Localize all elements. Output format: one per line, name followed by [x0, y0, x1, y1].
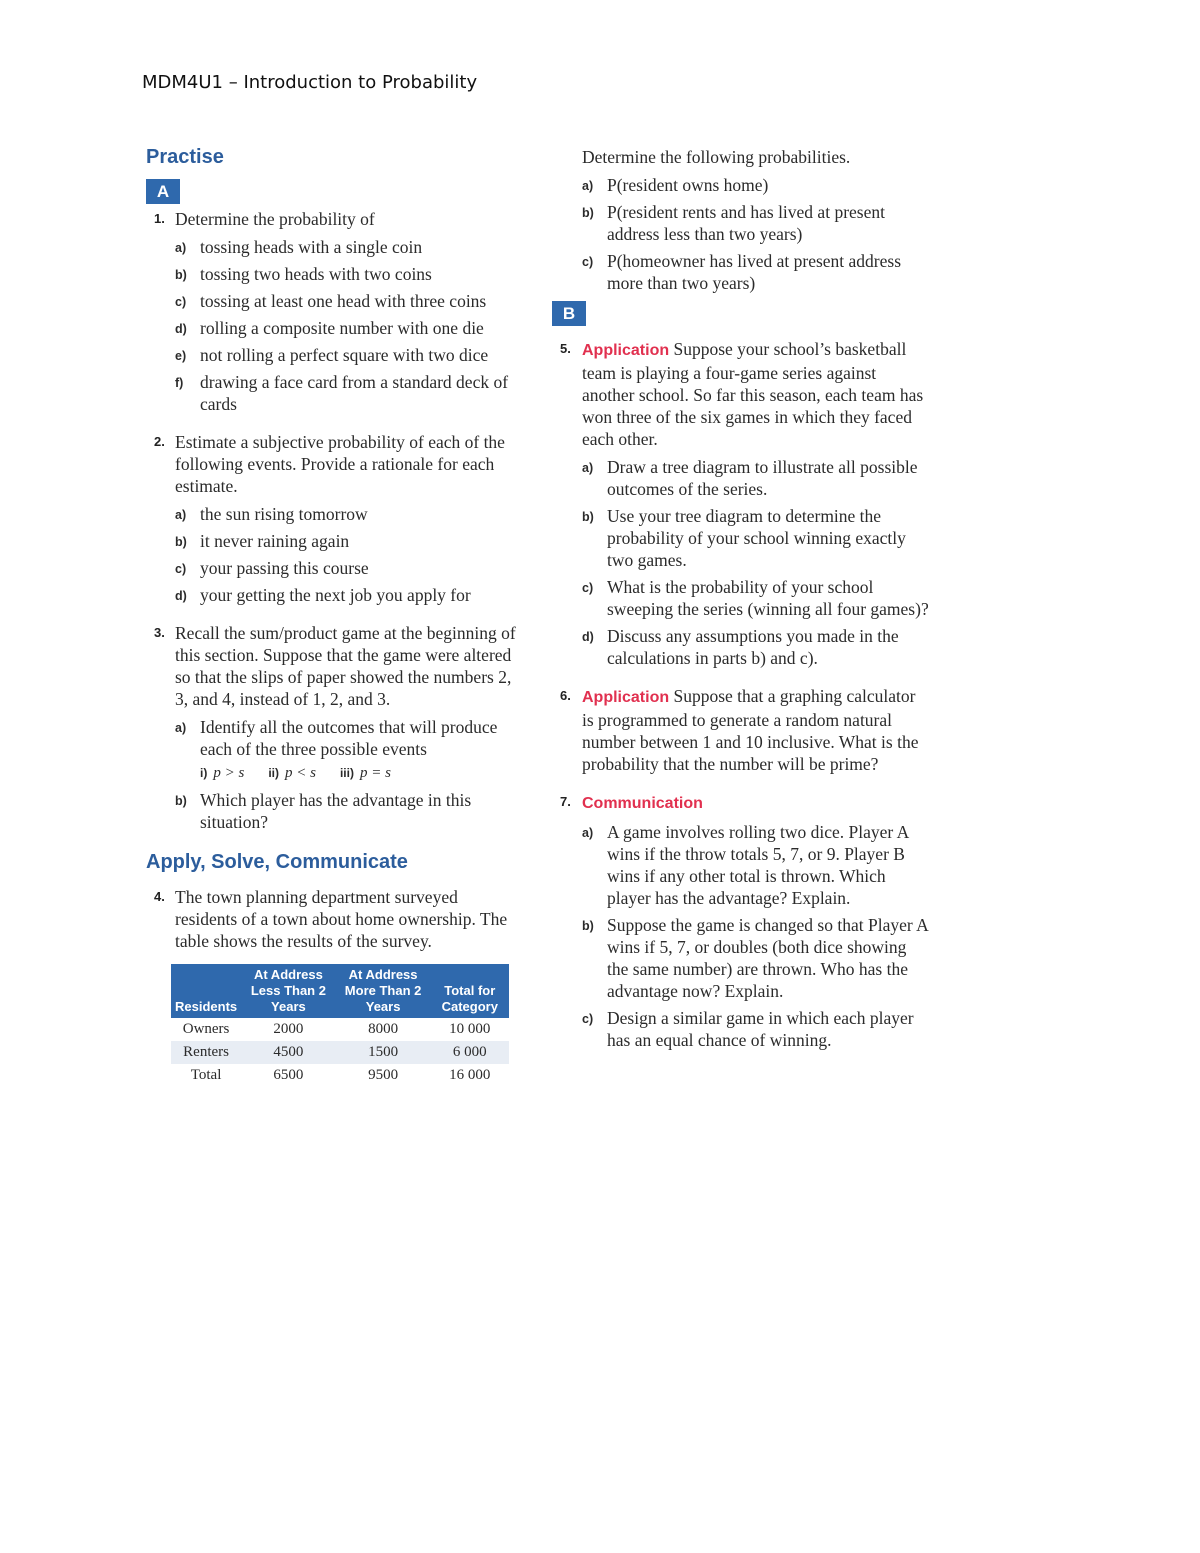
part-text: Use your tree diagram to determine the probability of your school winning exactly two games. [607, 506, 906, 570]
part-label: b) [582, 510, 594, 524]
part-text: tossing at least one head with three coins [200, 291, 487, 311]
part-label: d) [175, 322, 187, 336]
part-label: f) [175, 376, 184, 390]
subpart-text: p > s [213, 765, 245, 781]
question-number: 3. [154, 625, 165, 640]
question-part [175, 236, 516, 258]
question-part [582, 1007, 930, 1051]
question-part [175, 344, 516, 366]
table-cell: 4500 [241, 1041, 336, 1064]
part-text: Draw a tree diagram to illustrate all possible outcomes of the series. [607, 457, 918, 499]
table-cell: 8000 [336, 1018, 431, 1041]
level-a-badge: A [146, 179, 180, 204]
question-part [582, 576, 930, 620]
question-6 [560, 685, 930, 775]
part-label: b) [175, 794, 187, 808]
part-text: What is the probability of your school sweeping the series (winning all four games)? [607, 577, 929, 619]
part-label: b) [582, 919, 594, 933]
practise-heading: Practise [146, 146, 224, 168]
question-number: 7. [560, 794, 571, 809]
part-label: b) [175, 268, 187, 282]
subpart-label: ii) [268, 766, 279, 780]
question-text: Determine the probability of [175, 209, 375, 229]
part-text: A game involves rolling two dice. Player A wins if the throw totals 5, 7, or 9. Player B wins if any other total is thrown. Which player has the advantage? Explain. [607, 822, 909, 908]
left-column [146, 146, 516, 1087]
part-label: c) [582, 581, 594, 595]
table-row [171, 1018, 509, 1041]
question-parts [175, 236, 516, 415]
question-number: 6. [560, 688, 571, 703]
question-3 [146, 622, 516, 833]
question-2 [146, 431, 516, 606]
question-parts [582, 174, 930, 294]
part-label: c) [582, 1012, 594, 1026]
subpart [200, 762, 244, 784]
table-cell: 16 000 [431, 1064, 509, 1087]
question-text [582, 685, 930, 775]
question-body: Suppose your school’s basketball team is playing a four-game series against another school. So far this season, each team has won three of the six games in which they faced each other. [582, 339, 924, 449]
table-header: At Address More Than 2 Years [344, 967, 422, 1014]
part-label: c) [582, 255, 594, 269]
subpart-text: p < s [284, 765, 316, 781]
part-label: a) [582, 461, 594, 475]
part-text: P(resident owns home) [607, 175, 769, 195]
question-part [582, 250, 930, 294]
question-number: 5. [560, 341, 571, 356]
question-part [175, 371, 516, 415]
table-cell: 6500 [241, 1064, 336, 1087]
subpart-text: p = s [359, 765, 391, 781]
question-part [582, 625, 930, 669]
question-part [582, 821, 930, 909]
table-header-row [171, 964, 509, 1018]
question-text: The town planning department surveyed residents of a town about home ownership. The table shows the results of the survey. [175, 887, 508, 951]
table-cell: Owners [171, 1018, 241, 1041]
part-label: e) [175, 349, 187, 363]
subpart [340, 762, 391, 784]
question-4-continued [560, 146, 930, 294]
question-number: 2. [154, 434, 165, 449]
part-text: drawing a face card from a standard deck of cards [200, 372, 509, 414]
question-text [582, 338, 930, 450]
part-label: d) [175, 589, 187, 603]
question-part [175, 317, 516, 339]
question-part [175, 557, 516, 579]
question-part [175, 503, 516, 525]
part-text: Identify all the outcomes that will produce each of the three possible events [200, 717, 498, 759]
question-body: Suppose that a graphing calculator is programmed to generate a random natural number between 1 and 10 inclusive. What is the probability that the number will be prime? [582, 686, 919, 774]
part-text: your getting the next job you apply for [200, 585, 471, 605]
subpart [268, 762, 316, 784]
part-text: the sun rising tomorrow [200, 504, 368, 524]
part-label: a) [582, 826, 594, 840]
question-part [582, 201, 930, 245]
table-row [171, 1064, 509, 1087]
subpart-label: i) [200, 766, 208, 780]
part-text: Discuss any assumptions you made in the calculations in parts b) and c). [607, 626, 899, 668]
question-part [175, 263, 516, 285]
part-label: a) [175, 721, 187, 735]
part-text: Design a similar game in which each player has an equal chance of winning. [607, 1008, 914, 1050]
table-cell: Total [171, 1064, 241, 1087]
question-part [175, 530, 516, 552]
part-label: d) [582, 630, 594, 644]
question-tag: Communication [582, 795, 703, 812]
question-text: Determine the following probabilities. [582, 147, 851, 167]
part-text: P(homeowner has lived at present address more than two years) [607, 251, 902, 293]
question-text: Recall the sum/product game at the beginning of this section. Suppose that the game were altered so that the slips of paper showed the numbers 2, 3, and 4, instead of 1, 2, and 3. [175, 623, 516, 709]
table-header: Residents [175, 999, 238, 1014]
document-header: MDM4U1 – Introduction to Probability [142, 72, 478, 93]
question-parts [175, 716, 516, 833]
table-row [171, 1041, 509, 1064]
level-b-badge: B [552, 301, 586, 326]
part-text: Suppose the game is changed so that Player A wins if 5, 7, or doubles (both dice showing the same number) are thrown. Who has the advantage now? Explain. [607, 915, 928, 1001]
part-label: b) [582, 206, 594, 220]
question-parts [175, 503, 516, 606]
part-label: a) [175, 508, 187, 522]
subparts [200, 762, 516, 784]
part-text: tossing heads with a single coin [200, 237, 423, 257]
question-tag: Application [582, 342, 670, 359]
question-part [582, 456, 930, 500]
right-column [560, 146, 930, 1056]
table-header: Total for Category [441, 983, 498, 1014]
part-label: c) [175, 295, 187, 309]
question-part [582, 505, 930, 571]
question-1 [146, 208, 516, 415]
question-tag: Application [582, 689, 670, 706]
question-text: Estimate a subjective probability of each of the following events. Provide a rationale for each estimate. [175, 432, 505, 496]
question-part [175, 716, 516, 784]
table-cell: Renters [171, 1041, 241, 1064]
question-number: 1. [154, 211, 165, 226]
part-label: a) [582, 179, 594, 193]
table-header: At Address Less Than 2 Years [250, 967, 326, 1014]
part-label: b) [175, 535, 187, 549]
table-cell: 9500 [336, 1064, 431, 1087]
part-label: c) [175, 562, 187, 576]
question-5 [560, 338, 930, 669]
question-parts [582, 456, 930, 669]
part-label: a) [175, 241, 187, 255]
part-text: P(resident rents and has lived at present address less than two years) [607, 202, 885, 244]
part-text: your passing this course [200, 558, 369, 578]
table-cell: 2000 [241, 1018, 336, 1041]
question-number: 4. [154, 889, 165, 904]
part-text: tossing two heads with two coins [200, 264, 432, 284]
survey-table [171, 964, 509, 1087]
part-text: Which player has the advantage in this situation? [200, 790, 472, 832]
question-part [175, 290, 516, 312]
question-part [582, 914, 930, 1002]
question-parts [582, 821, 930, 1051]
table-cell: 1500 [336, 1041, 431, 1064]
part-text: not rolling a perfect square with two dice [200, 345, 489, 365]
question-4 [146, 886, 516, 952]
apply-heading: Apply, Solve, Communicate [146, 851, 408, 873]
subpart-label: iii) [339, 766, 354, 780]
question-part [175, 789, 516, 833]
question-7 [560, 791, 930, 1051]
part-text: it never raining again [200, 531, 350, 551]
table-cell: 6 000 [431, 1041, 509, 1064]
question-text [582, 791, 930, 815]
question-part [582, 174, 930, 196]
table-cell: 10 000 [431, 1018, 509, 1041]
part-text: rolling a composite number with one die [200, 318, 484, 338]
question-part [175, 584, 516, 606]
